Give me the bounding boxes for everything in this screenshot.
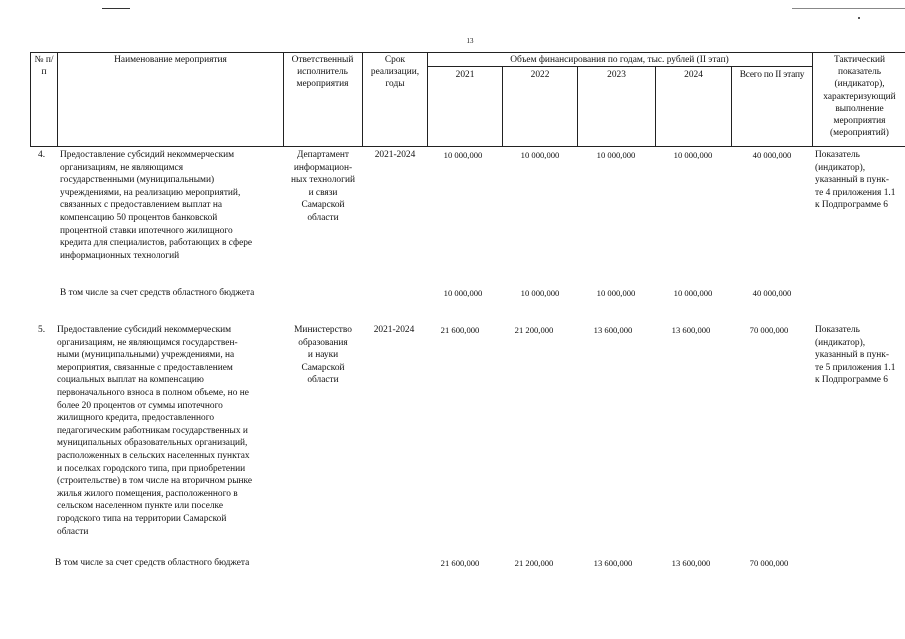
col-line-3	[362, 52, 363, 147]
row-4-term: 2021-2024	[374, 150, 416, 160]
row-4-subtotal-2021: 10 000,000	[443, 288, 483, 298]
name-line: кредита для специалистов, работающих в сфере	[60, 238, 253, 249]
row-4-value-2024: 10 000,000	[673, 150, 713, 160]
exec-line: и науки	[307, 350, 339, 361]
row-5-subtotal-2023: 13 600,000	[593, 558, 633, 568]
header-funding: Объем финансирования по годам, тыс. рублей (II этап)	[510, 55, 729, 65]
name-line: (строительстве) в том числе на вторичном рынке	[57, 476, 253, 487]
exec-line: области	[307, 375, 339, 386]
row-4-subtotal-2022: 10 000,000	[520, 288, 560, 298]
name-line: Предоставление субсидий некоммерческим	[60, 150, 235, 160]
indicator-line: (индикатор),	[815, 162, 866, 173]
row-5-value-2022: 21 200,000	[514, 325, 554, 335]
header-total: Всего по II этапу	[739, 70, 805, 80]
row-4-subtotal-label: В том числе за счет средств областного бюджета	[60, 288, 255, 298]
row-5-subtotal-label: В том числе за счет средств областного бюджета	[55, 558, 250, 568]
header-name: Наименование мероприятия	[114, 55, 227, 65]
col-line-9	[812, 52, 813, 147]
indicator-line: Показатель	[815, 150, 860, 160]
name-line: связанных с предоставлением выплат на	[60, 200, 223, 211]
page-number: 13	[466, 37, 474, 45]
exec-line: Департамент	[297, 150, 349, 160]
name-line: сельском населенном пункте или поселке	[57, 501, 224, 512]
row-4-num: 4.	[38, 150, 46, 160]
row-5-name	[57, 324, 282, 538]
name-line: организациям, не являющимся	[60, 162, 184, 173]
name-line: и поселках городского типа, при приобретении	[57, 463, 246, 474]
name-line: более 20 процентов от суммы ипотечного	[57, 400, 223, 411]
row-4-subtotal-2023: 10 000,000	[596, 288, 636, 298]
header-year-2021: 2021	[455, 70, 475, 80]
name-line: процентной ставки ипотечного жилищного	[60, 225, 233, 236]
row-4-indicator	[815, 149, 905, 212]
top-rule-right	[792, 8, 905, 9]
row-5-subtotal-2021: 21 600,000	[440, 558, 480, 568]
name-line: учреждениями, на реализацию мероприятий,	[60, 187, 241, 198]
row-5-subtotal-total: 70 000,000	[749, 558, 789, 568]
row-5-subtotal-2024: 13 600,000	[671, 558, 711, 568]
header-indicator: Тактический показатель (индикатор), характеризующий выполнение мероприятия (мероприятий)	[823, 55, 896, 139]
row-4-total: 40 000,000	[752, 150, 792, 160]
name-line: социальных выплат на компенсацию	[57, 375, 204, 386]
name-line: Предоставление субсидий некоммерческим	[57, 325, 232, 335]
indicator-line: к Подпрограмме 6	[815, 200, 888, 211]
name-line: муниципальных образовательных организаций,	[57, 438, 248, 449]
name-line: информационных технологий	[60, 250, 180, 261]
indicator-line: те 5 приложения 1.1	[815, 362, 896, 373]
name-line: расположенных в сельских населенных пунктах	[57, 450, 250, 461]
row-4-subtotal-2024: 10 000,000	[673, 288, 713, 298]
name-line: жилья жилого помещения, расположенного в	[57, 488, 238, 499]
col-line-2	[283, 52, 284, 147]
name-line: мероприятия, связанные с предоставлением	[57, 362, 233, 373]
exec-line: ных технологий	[291, 175, 355, 186]
exec-line: Самарской	[301, 362, 345, 373]
name-line: городского типа на территории Самарской	[57, 513, 227, 524]
top-rule-left	[102, 8, 130, 9]
row-5-executor	[283, 324, 363, 387]
table-top-border	[30, 52, 905, 53]
indicator-line: указанный в пунк-	[815, 350, 889, 361]
row-5-total: 70 000,000	[749, 325, 789, 335]
name-line: компенсацию 50 процентов банковской	[60, 212, 218, 223]
indicator-line: к Подпрограмме 6	[815, 375, 888, 386]
name-line: государственными (муниципальными)	[60, 175, 215, 186]
header-bottom-border	[30, 146, 905, 147]
row-5-value-2021: 21 600,000	[440, 325, 480, 335]
col-line-4	[427, 52, 428, 147]
name-line: первоначального взноса в полном объеме, но не	[57, 387, 249, 398]
header-term: Срок реализации, годы	[370, 55, 420, 90]
name-line: педагогическим работникам государственных и	[57, 425, 248, 436]
col-line-0	[30, 52, 31, 147]
header-year-2024: 2024	[684, 70, 703, 80]
row-5-indicator	[815, 324, 905, 387]
scan-dot	[858, 17, 860, 19]
exec-line: Самарской	[301, 200, 345, 211]
header-year-2023: 2023	[607, 70, 626, 80]
col-line-1	[57, 52, 58, 147]
indicator-line: те 4 приложения 1.1	[815, 187, 896, 198]
row-4-value-2022: 10 000,000	[520, 150, 560, 160]
row-4-executor	[283, 149, 363, 225]
name-line: ными (муниципальными) учреждениями, на	[57, 350, 235, 361]
name-line: жилищного кредита, предоставленного	[57, 413, 215, 424]
row-5-value-2024: 13 600,000	[671, 325, 711, 335]
indicator-line: указанный в пунк-	[815, 175, 889, 186]
name-line: области	[57, 526, 89, 537]
exec-line: Министерство	[294, 325, 352, 335]
exec-line: информацион-	[293, 162, 353, 173]
row-5-num: 5.	[38, 325, 46, 335]
row-5-term: 2021-2024	[373, 325, 415, 335]
exec-line: образования	[298, 337, 348, 348]
row-5-value-2023: 13 600,000	[593, 325, 633, 335]
header-num: № п/п	[34, 55, 54, 78]
name-line: организациям, не являющимся государствен-	[57, 337, 238, 348]
indicator-line: (индикатор),	[815, 337, 866, 348]
row-4-name	[60, 149, 282, 262]
header-year-2022: 2022	[530, 70, 550, 80]
exec-line: и связи	[308, 187, 338, 198]
header-executor: Ответственный исполнитель мероприятия	[291, 55, 354, 90]
indicator-line: Показатель	[815, 325, 860, 335]
row-4-value-2021: 10 000,000	[443, 150, 483, 160]
row-4-subtotal-total: 40 000,000	[752, 288, 792, 298]
row-4-value-2023: 10 000,000	[596, 150, 636, 160]
row-5-subtotal-2022: 21 200,000	[514, 558, 554, 568]
exec-line: области	[307, 212, 339, 223]
